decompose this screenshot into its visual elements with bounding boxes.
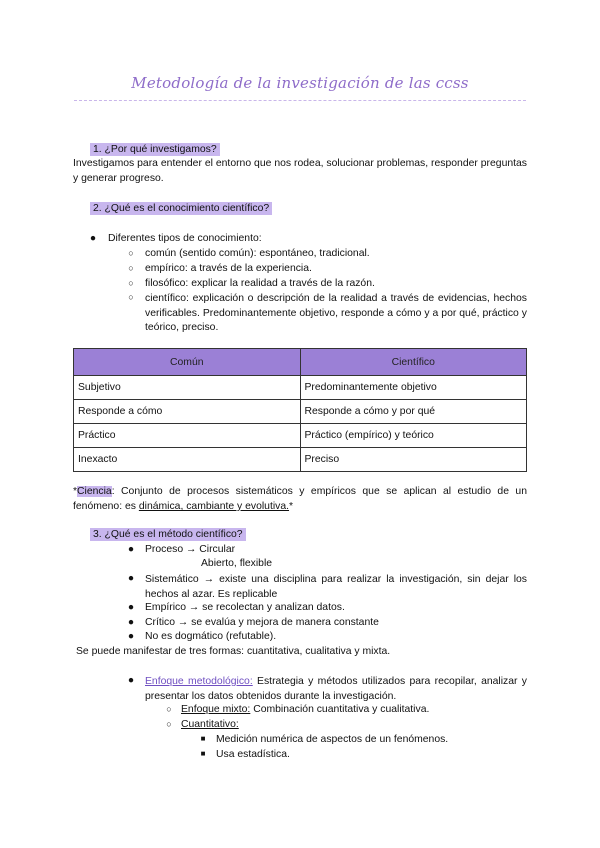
table-cell: Inexacto	[74, 448, 301, 472]
table-cell: Preciso	[300, 448, 527, 472]
circle-bullet-icon: ○	[128, 248, 134, 258]
circle-bullet-icon: ○	[128, 263, 134, 273]
method-item-process: Proceso → Circular	[145, 544, 236, 555]
method-item-systematic: Sistemático → existe una disciplina para realizar la investigación, sin dejar los hechos al azar. Es replicable	[145, 574, 527, 600]
circle-bullet-icon: ○	[128, 292, 134, 302]
knowledge-type-empirical: empírico: a través de la experiencia.	[145, 263, 312, 274]
table-row	[74, 376, 527, 400]
enfoque-term: Enfoque metodológico:	[145, 676, 253, 687]
circle-bullet-icon: ○	[166, 719, 172, 729]
method-item-open: Abierto, flexible	[201, 558, 273, 569]
knowledge-type-philosophical: filosófico: explicar la realidad a través de la razón.	[145, 278, 375, 289]
table-cell: Práctico	[74, 424, 301, 448]
table-header-scientific: Científico	[300, 349, 527, 376]
enfoque-cuantitativo: Cuantitativo:	[181, 719, 239, 730]
method-item-critical: Crítico → se evalúa y mejora de manera constante	[145, 617, 379, 628]
square-bullet-icon: ■	[200, 749, 206, 758]
square-bullet-icon: ■	[200, 734, 206, 743]
forms-sentence: Se puede manifestar de tres formas: cuantitativa, cualitativa y mixta.	[76, 646, 391, 657]
table-cell: Predominantemente objetivo	[300, 376, 527, 400]
table-cell: Responde a cómo y por qué	[300, 400, 527, 424]
bullet-dot-icon: ●	[89, 233, 97, 244]
enfoque-definition: Enfoque metodológico: Estrategia y métodos utilizados para recopilar, analizar y presentar los datos obtenidos durante la investigación.	[145, 676, 527, 702]
section-1-paragraph: Investigamos para entender el entorno que nos rodea, solucionar problemas, responder preguntas y generar progreso.	[73, 158, 527, 184]
cuanti-item-medicion: Medición numérica de aspectos de un fenómenos.	[216, 734, 449, 745]
bullet-dot-icon: ●	[127, 631, 135, 642]
knowledge-types-intro: Diferentes tipos de conocimiento:	[108, 233, 262, 244]
bullet-dot-icon: ●	[127, 675, 135, 686]
bullet-dot-icon: ●	[127, 602, 135, 613]
science-term: Ciencia	[77, 486, 112, 497]
table-row	[74, 424, 527, 448]
method-item-empirical: Empírico → se recolectan y analizan datos.	[145, 602, 345, 613]
table-cell: Práctico (empírico) y teórico	[300, 424, 527, 448]
knowledge-type-common: común (sentido común): espontáneo, tradicional.	[145, 248, 370, 259]
table-cell: Responde a cómo	[74, 400, 301, 424]
bullet-dot-icon: ●	[127, 544, 135, 555]
method-item-not-dogmatic: No es dogmático (refutable).	[145, 631, 277, 642]
page-title: Metodología de la investigación de las ccss	[131, 74, 469, 92]
table-header-row	[74, 349, 527, 376]
comparison-table	[73, 348, 527, 472]
knowledge-type-scientific: científico: explicación o descripción de la realidad a través de evidencias, hechos verificables. Predominantemente objetivo, responde a cómo y a por qué, práctico y teórico, preciso.	[145, 293, 527, 333]
table-row	[74, 400, 527, 424]
section-1-heading: 1. ¿Por qué investigamos?	[90, 144, 220, 155]
science-underlined: dinámica, cambiante y evolutiva.	[138, 501, 290, 512]
table-row	[74, 448, 527, 472]
circle-bullet-icon: ○	[166, 704, 172, 714]
circle-bullet-icon: ○	[128, 278, 134, 288]
bullet-dot-icon: ●	[127, 573, 135, 584]
bullet-dot-icon: ●	[127, 617, 135, 628]
enfoque-mixto: Enfoque mixto: Combinación cuantitativa y cualitativa.	[181, 704, 430, 715]
table-cell: Subjetivo	[74, 376, 301, 400]
section-3-heading: 3. ¿Qué es el método científico?	[90, 529, 246, 540]
title-divider	[74, 100, 526, 101]
science-note: *Ciencia: Conjunto de procesos sistemáticos y empíricos que se aplican al estudio de un fenómeno: es dinámica, cambiante y evolutiva.*	[73, 486, 527, 512]
cuanti-item-estadistica: Usa estadística.	[216, 749, 290, 760]
table-header-common: Común	[74, 349, 301, 376]
section-2-heading: 2. ¿Qué es el conocimiento científico?	[90, 203, 272, 214]
